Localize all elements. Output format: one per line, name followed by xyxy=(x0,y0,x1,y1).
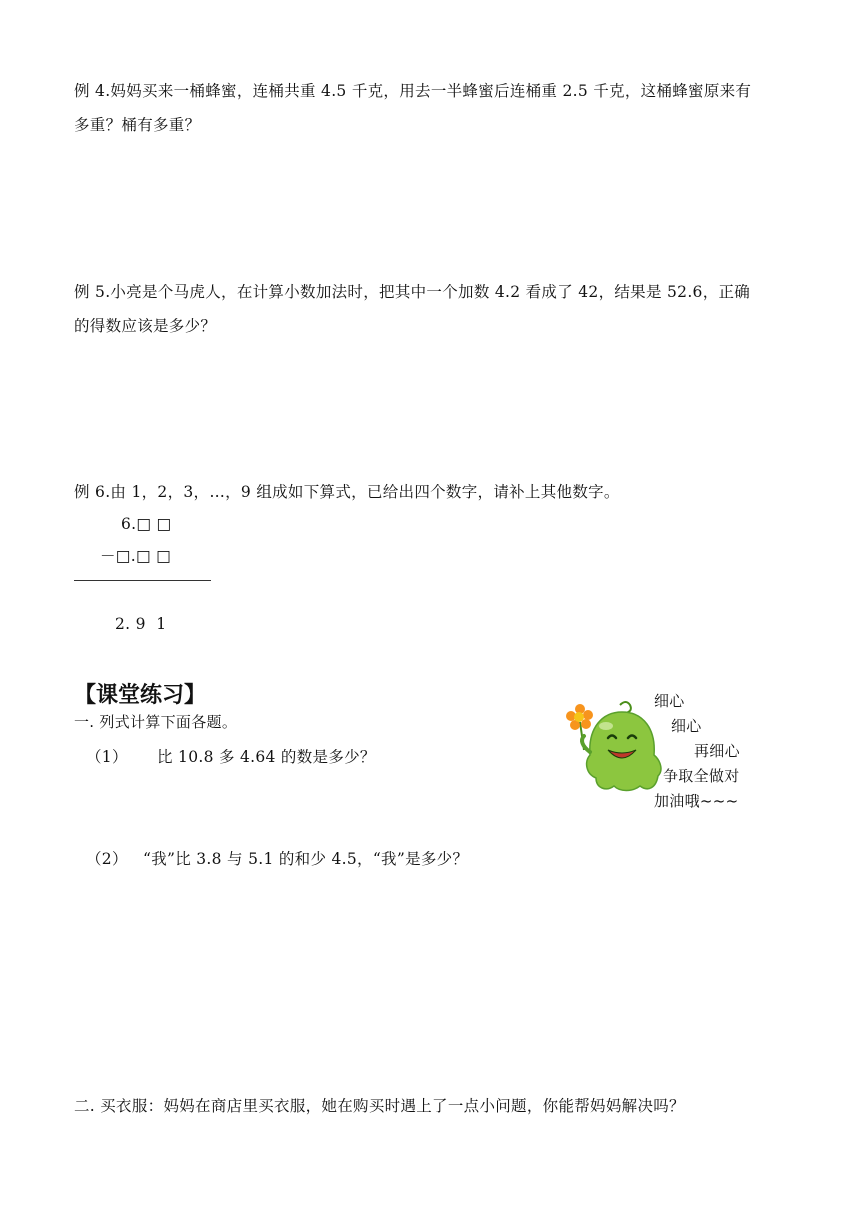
practice-q2: 二. 买衣服：妈妈在商店里买衣服，她在购买时遇上了一点小问题，你能帮妈妈解决吗？ xyxy=(74,1097,685,1115)
example-5-line-1: 例 5.小亮是个马虎人，在计算小数加法时，把其中一个加数 4.2 看成了 42，结果是 52.6，正确 xyxy=(74,283,751,301)
flower-icon xyxy=(566,704,593,750)
practice-q1-title: 一. 列式计算下面各题。 xyxy=(74,713,238,731)
example-6-result: 2. 9 1 xyxy=(115,615,167,633)
practice-q1-1-text: 比 10.8 多 4.64 的数是多少？ xyxy=(157,748,376,766)
mascot-body xyxy=(582,702,661,791)
practice-q1-2-number: （2） xyxy=(86,850,128,868)
example-6-row-1: 6.□ □ xyxy=(121,515,172,533)
mascot-illustration xyxy=(560,700,680,800)
example-4-line-2: 多重？桶有多重？ xyxy=(74,116,201,134)
example-6-line-1: 例 6.由 1，2，3，…，9 组成如下算式，已给出四个数字，请补上其他数字。 xyxy=(74,483,620,501)
practice-q1-1-number: （1） xyxy=(86,748,128,766)
bubble-line-2: 细心 xyxy=(671,717,702,735)
bubble-line-4: 争取全做对 xyxy=(663,767,740,785)
bubble-line-3: 再细心 xyxy=(694,742,740,760)
bubble-line-1: 细心 xyxy=(654,692,685,710)
example-4-line-1: 例 4.妈妈买来一桶蜂蜜，连桶共重 4.5 千克，用去一半蜂蜜后连桶重 2.5 千克，这桶蜂蜜原来有 xyxy=(74,82,752,100)
example-6-row-2: －□.□ □ xyxy=(100,547,172,565)
example-5-line-2: 的得数应该是多少？ xyxy=(74,317,217,335)
example-6-sum-line xyxy=(74,580,211,581)
practice-heading: 【课堂练习】 xyxy=(74,683,207,708)
bubble-line-5: 加油哦~~~ xyxy=(654,792,739,810)
practice-q1-2-text: “我”比 3.8 与 5.1 的和少 4.5，“我”是多少？ xyxy=(143,850,469,868)
